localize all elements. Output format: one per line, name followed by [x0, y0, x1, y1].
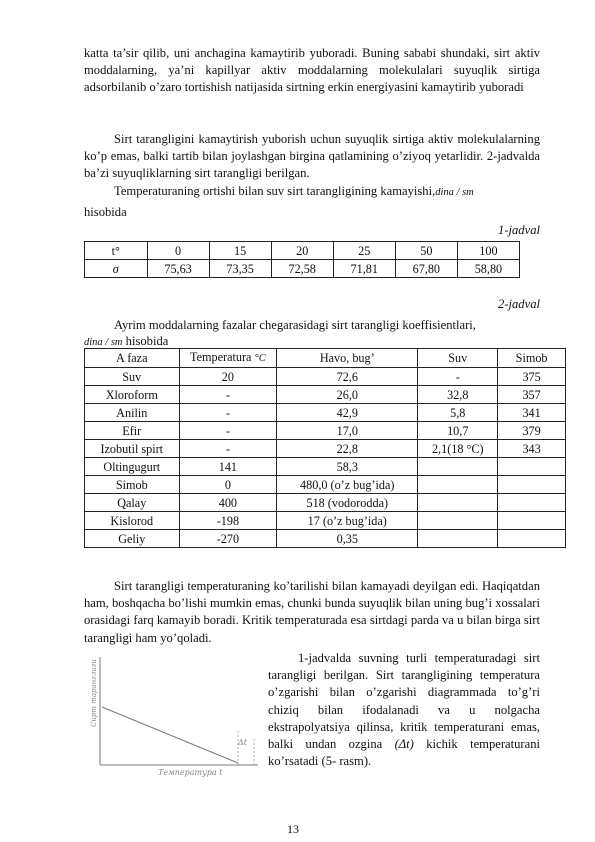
- table-cell: 10,7: [418, 422, 498, 440]
- table-row: [85, 242, 520, 260]
- table2-intro-hisobida: hisobida: [122, 334, 169, 348]
- table-cell: Xloroform: [85, 386, 180, 404]
- table-cell: [418, 512, 498, 530]
- table-cell: [498, 512, 566, 530]
- table-row: [85, 422, 566, 440]
- table-cell: -: [179, 404, 277, 422]
- paragraph-diagram-end: kichik temperaturani ko’rsatadi (5- rasm).: [268, 737, 540, 769]
- table-cell: 22,8: [277, 440, 418, 458]
- table-cell: 400: [179, 494, 277, 512]
- paragraph-temperature-text: Temperaturaning ortishi bilan suv sirt tarangligining kamayishi,: [114, 184, 436, 198]
- figure-5-diagram: [88, 653, 260, 777]
- table-cell: 141: [179, 458, 277, 476]
- table-cell: 100: [457, 242, 519, 260]
- delta-t-label: Δt: [238, 738, 247, 747]
- table-cell: Anilin: [85, 404, 180, 422]
- table-cell: -: [179, 386, 277, 404]
- paragraph-hisobida: hisobida: [84, 205, 127, 219]
- table-header-row: [85, 349, 566, 368]
- table-header-cell: A faza: [85, 349, 180, 368]
- table-cell: 357: [498, 386, 566, 404]
- table-cell: [498, 458, 566, 476]
- paragraph-diagram: [268, 650, 540, 770]
- delta-t-symbol: (Δt): [394, 737, 414, 752]
- intro-paragraph: katta ta’sir qilib, uni anchagina kamaytirib yuboradi. Buning sababi shundaki, sirt aktiv moddalarning, ya’ni kapillyar aktiv moddalarning molekulalari suyuqlik sirtiga adsorbilanib o’zaro tortishish natijasida sirtning erkin energiyasini kamaytirib yuboradi: [84, 46, 540, 95]
- table-cell: 26,0: [277, 386, 418, 404]
- table-cell: 75,63: [147, 260, 209, 278]
- header-temperatura: Temperatura: [190, 350, 252, 364]
- paragraph-temperature-line: [114, 183, 474, 201]
- table-cell: [498, 476, 566, 494]
- table-cell: -198: [179, 512, 277, 530]
- unit-dina-sm: dina / sm: [435, 187, 474, 198]
- table-row: [85, 494, 566, 512]
- table-row: [85, 458, 566, 476]
- table-row: [85, 440, 566, 458]
- table-cell: 71,81: [333, 260, 395, 278]
- table-cell: -: [418, 368, 498, 386]
- table-cell: 0: [147, 242, 209, 260]
- table2: [84, 348, 566, 548]
- page-number: 13: [287, 822, 299, 836]
- table-cell: [498, 530, 566, 548]
- table-cell: Kislorod: [85, 512, 180, 530]
- table1-caption: 1-jadval: [498, 223, 540, 237]
- table-cell: Efir: [85, 422, 180, 440]
- table-cell: [418, 458, 498, 476]
- table-cell: Qalay: [85, 494, 180, 512]
- table-cell: σ: [85, 260, 148, 278]
- table-cell: 5,8: [418, 404, 498, 422]
- table-cell: 72,58: [271, 260, 333, 278]
- table-cell: 32,8: [418, 386, 498, 404]
- table-cell: Izobutil spirt: [85, 440, 180, 458]
- table-cell: Oltingugurt: [85, 458, 180, 476]
- paragraph-diagram-text: 1-jadvalda suvning turli temperaturadagi sirt tarangligi berilgan. Sirt tarangligining temperatura o’zgarishi bilan o’zgarishi diagrammada to’g’ri chiziq bilan ifodalanadi va u nolgacha ekstrapolyatsiya qilinsa, kritik temperaturani emas, balki undan ozgina: [268, 651, 540, 752]
- table-row: [85, 476, 566, 494]
- table-header-cell: Suv: [418, 349, 498, 368]
- paragraph-surface-tension: Sirt tarangligini kamaytirish yuborish uchun suyuqlik sirtiga aktiv molekulalarning ko’p emas, balki tartib bilan joylashgan birgina qatlamining o’ziyoq yetarlidir. 2-jadvalda ba’zi suyuqliklarning sirt tarangligi berilgan.: [84, 132, 540, 181]
- table-cell: 2,1(18 °C): [418, 440, 498, 458]
- table-cell: 67,80: [395, 260, 457, 278]
- table-row: [85, 368, 566, 386]
- table-header-cell: [179, 349, 277, 368]
- table-row: [85, 260, 520, 278]
- table-cell: t°: [85, 242, 148, 260]
- table-cell: 58,3: [277, 458, 418, 476]
- paragraph-kritik: Sirt tarangligi temperaturaning ko’tarilishi bilan kamayadi deyilgan edi. Haqiqatdan ham, boshqacha bo’lishi mumkin emas, chunki bunda suyuqlik bilan uning bug’i xossalari orasidagi farq kamayib boradi. Kritik temperaturada esa sirtdagi parda va u bilan birga sirt tarangligi ham yo’qoladi.: [84, 579, 540, 645]
- table-cell: [418, 476, 498, 494]
- table-cell: 341: [498, 404, 566, 422]
- table-cell: 72,6: [277, 368, 418, 386]
- unit-celsius: °C: [254, 353, 266, 364]
- table-cell: 42,9: [277, 404, 418, 422]
- table-header-cell: Havo, bug’: [277, 349, 418, 368]
- table-cell: 58,80: [457, 260, 519, 278]
- table-cell: 480,0 (o’z bug’ida): [277, 476, 418, 494]
- table-cell: -270: [179, 530, 277, 548]
- table-cell: 20: [271, 242, 333, 260]
- table-cell: -: [179, 440, 277, 458]
- y-axis-label: Сирт таранглиги: [90, 659, 98, 727]
- table-cell: Geliy: [85, 530, 180, 548]
- table-cell: 379: [498, 422, 566, 440]
- table-cell: [498, 494, 566, 512]
- table-cell: [418, 494, 498, 512]
- table2-caption: 2-jadval: [498, 297, 540, 311]
- table-cell: 25: [333, 242, 395, 260]
- x-axis-label: Температура t: [158, 768, 223, 777]
- table-cell: Simob: [85, 476, 180, 494]
- table-row: [85, 386, 566, 404]
- table-cell: 0: [179, 476, 277, 494]
- table-cell: 50: [395, 242, 457, 260]
- table2-intro: Ayrim moddalarning fazalar chegarasidagi sirt tarangligi koeffisientlari,: [114, 318, 476, 332]
- table-cell: -: [179, 422, 277, 440]
- table-cell: 20: [179, 368, 277, 386]
- table-cell: 343: [498, 440, 566, 458]
- table-cell: [418, 530, 498, 548]
- table-cell: 17 (o’z bug’ida): [277, 512, 418, 530]
- table-cell: 0,35: [277, 530, 418, 548]
- table-cell: 15: [209, 242, 271, 260]
- unit-dina-sm: dina / sm: [84, 337, 123, 348]
- table-cell: 73,35: [209, 260, 271, 278]
- table-cell: 375: [498, 368, 566, 386]
- table-row: [85, 530, 566, 548]
- table-cell: 518 (vodorodda): [277, 494, 418, 512]
- table-header-cell: Simob: [498, 349, 566, 368]
- table-cell: 17,0: [277, 422, 418, 440]
- table1: [84, 241, 520, 278]
- table-cell: Suv: [85, 368, 180, 386]
- table-row: [85, 512, 566, 530]
- table-row: [85, 404, 566, 422]
